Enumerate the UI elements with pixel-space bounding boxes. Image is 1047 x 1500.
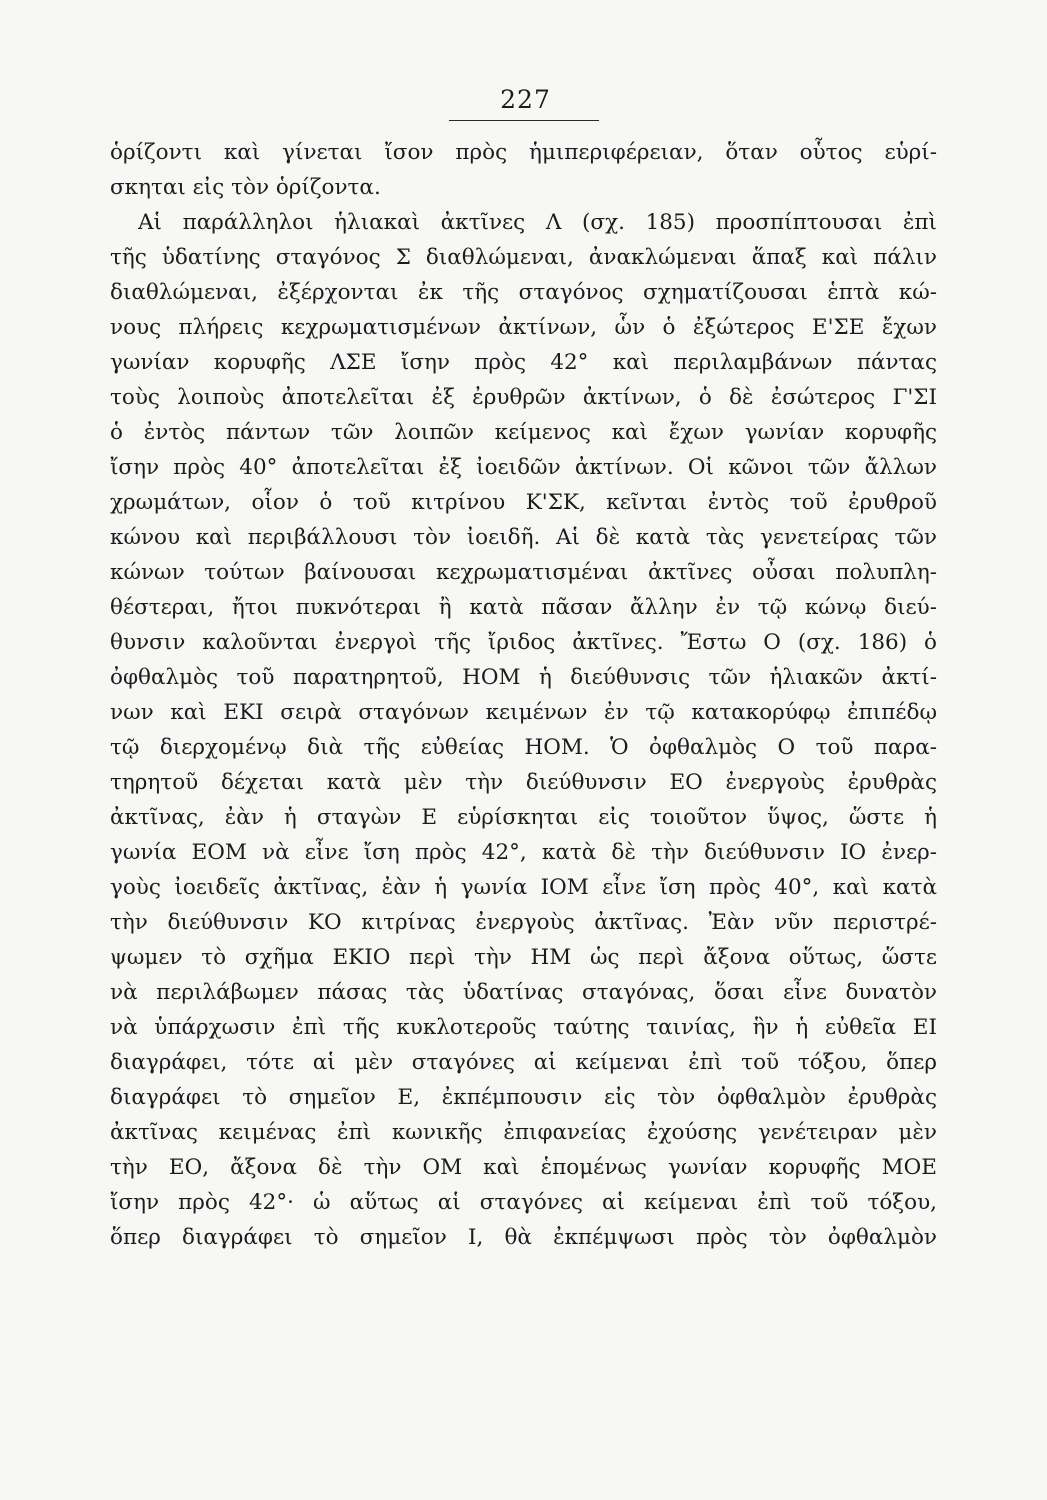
text-line: γοὺς ἰοειδεῖς ἀκτῖνας, ἐὰν ἡ γωνία ΙΟΜ εἶνε ἴση πρὸς 40°, καὶ κατὰ [110, 875, 937, 900]
text-line: νων καὶ ΕΚΙ σειρὰ σταγόνων κειμένων ἐν τῷ κατακορύφῳ ἐπιπέδῳ [110, 700, 937, 725]
text-line: τὴν διεύθυνσιν ΚΟ κιτρίνας ἐνεργοὺς ἀκτῖνας. Ἐὰν νῦν περιστρέ- [110, 910, 937, 935]
page-number: 227 [500, 85, 551, 114]
text-line: ὅπερ διαγράφει τὸ σημεῖον Ι, θὰ ἐκπέμψωσι πρὸς τὸν ὀφθαλμὸν [110, 1225, 937, 1250]
text-line: ἀκτῖνας, ἐὰν ἡ σταγὼν Ε εὑρίσκηται εἰς τοιοῦτον ὕψος, ὥστε ἡ [110, 805, 937, 830]
text-line: θυνσιν καλοῦνται ἐνεργοὶ τῆς ἴριδος ἀκτῖνες. Ἔστω Ο (σχ. 186) ὁ [110, 630, 937, 655]
text-line: ἴσην πρὸς 42°· ὡ αὕτως αἱ σταγόνες αἱ κείμεναι ἐπὶ τοῦ τόξου, [110, 1190, 937, 1215]
header-rule [449, 120, 599, 121]
text-line: τοὺς λοιποὺς ἀποτελεῖται ἐξ ἐρυθρῶν ἀκτίνων, ὁ δὲ ἐσώτερος Γ'ΣΙ [110, 385, 937, 410]
text-line: διαθλώμεναι, ἐξέρχονται ἐκ τῆς σταγόνος σχηματίζουσαι ἑπτὰ κώ- [110, 280, 937, 305]
text-line: νὰ περιλάβωμεν πάσας τὰς ὑδατίνας σταγόνας, ὅσαι εἶνε δυνατὸν [110, 980, 937, 1005]
text-line: χρωμάτων, οἷον ὁ τοῦ κιτρίνου Κ'ΣΚ, κεῖνται ἐντὸς τοῦ ἐρυθροῦ [110, 490, 937, 515]
text-line: τῆς ὑδατίνης σταγόνος Σ διαθλώμεναι, ἀνακλώμεναι ἅπαξ καὶ πάλιν [110, 245, 937, 270]
text-line: νὰ ὑπάρχωσιν ἐπὶ τῆς κυκλοτεροῦς ταύτης ταινίας, ἣν ἡ εὐθεῖα ΕΙ [110, 1015, 937, 1040]
text-line: νους πλήρεις κεχρωματισμένων ἀκτίνων, ὧν ὁ ἐξώτερος Ε'ΣΕ ἔχων [110, 315, 937, 340]
text-line: κώνων τούτων βαίνουσαι κεχρωματισμέναι ἀκτῖνες οὖσαι πολυπλη- [110, 560, 937, 585]
text-line: τηρητοῦ δέχεται κατὰ μὲν τὴν διεύθυνσιν ΕΟ ἐνεργοὺς ἐρυθρὰς [110, 770, 937, 795]
text-line: διαγράφει τὸ σημεῖον Ε, ἐκπέμπουσιν εἰς τὸν ὀφθαλμὸν ἐρυθρὰς [110, 1085, 937, 1110]
text-line: Αἱ παράλληλοι ἡλιακαὶ ἀκτῖνες Λ (σχ. 185) προσπίπτουσαι ἐπὶ [138, 210, 937, 235]
text-line: τῷ διερχομένῳ διὰ τῆς εὐθείας ΗΟΜ. Ὁ ὀφθαλμὸς Ο τοῦ παρα- [110, 735, 937, 760]
text-line: διαγράφει, τότε αἱ μὲν σταγόνες αἱ κείμεναι ἐπὶ τοῦ τόξου, ὅπερ [110, 1050, 937, 1075]
text-line: γωνία ΕΟΜ νὰ εἶνε ἴση πρὸς 42°, κατὰ δὲ τὴν διεύθυνσιν ΙΟ ἐνερ- [110, 840, 937, 865]
text-line: ὁ ἐντὸς πάντων τῶν λοιπῶν κείμενος καὶ ἔχων γωνίαν κορυφῆς [110, 420, 937, 445]
text-line: κώνου καὶ περιβάλλουσι τὸν ἰοειδῆ. Αἱ δὲ κατὰ τὰς γενετείρας τῶν [110, 525, 937, 550]
text-line: ἴσην πρὸς 40° ἀποτελεῖται ἐξ ἰοειδῶν ἀκτίνων. Οἱ κῶνοι τῶν ἄλλων [110, 455, 937, 480]
text-line: τὴν ΕΟ, ἄξονα δὲ τὴν ΟΜ καὶ ἑπομένως γωνίαν κορυφῆς ΜΟΕ [110, 1155, 937, 1180]
text-line: ὀφθαλμὸς τοῦ παρατηρητοῦ, ΗΟΜ ἡ διεύθυνσις τῶν ἡλιακῶν ἀκτί- [110, 665, 937, 690]
text-line: ἀκτῖνας κειμένας ἐπὶ κωνικῆς ἐπιφανείας ἐχούσης γενέτειραν μὲν [110, 1120, 937, 1145]
text-line: θέστεραι, ἤτοι πυκνότεραι ἢ κατὰ πᾶσαν ἄλλην ἐν τῷ κώνῳ διεύ- [110, 595, 937, 620]
text-line: γωνίαν κορυφῆς ΛΣΕ ἴσην πρὸς 42° καὶ περιλαμβάνων πάντας [110, 350, 937, 375]
text-line: ψωμεν τὸ σχῆμα ΕΚΙΟ περὶ τὴν ΗΜ ὡς περὶ ἄξονα οὕτως, ὥστε [110, 945, 937, 970]
body-text [110, 135, 937, 1255]
text-line: ὁρίζοντι καὶ γίνεται ἴσον πρὸς ἡμιπεριφέρειαν, ὅταν οὗτος εὑρί- [110, 140, 937, 165]
text-line: σκηται εἰς τὸν ὁρίζοντα. [110, 175, 381, 200]
